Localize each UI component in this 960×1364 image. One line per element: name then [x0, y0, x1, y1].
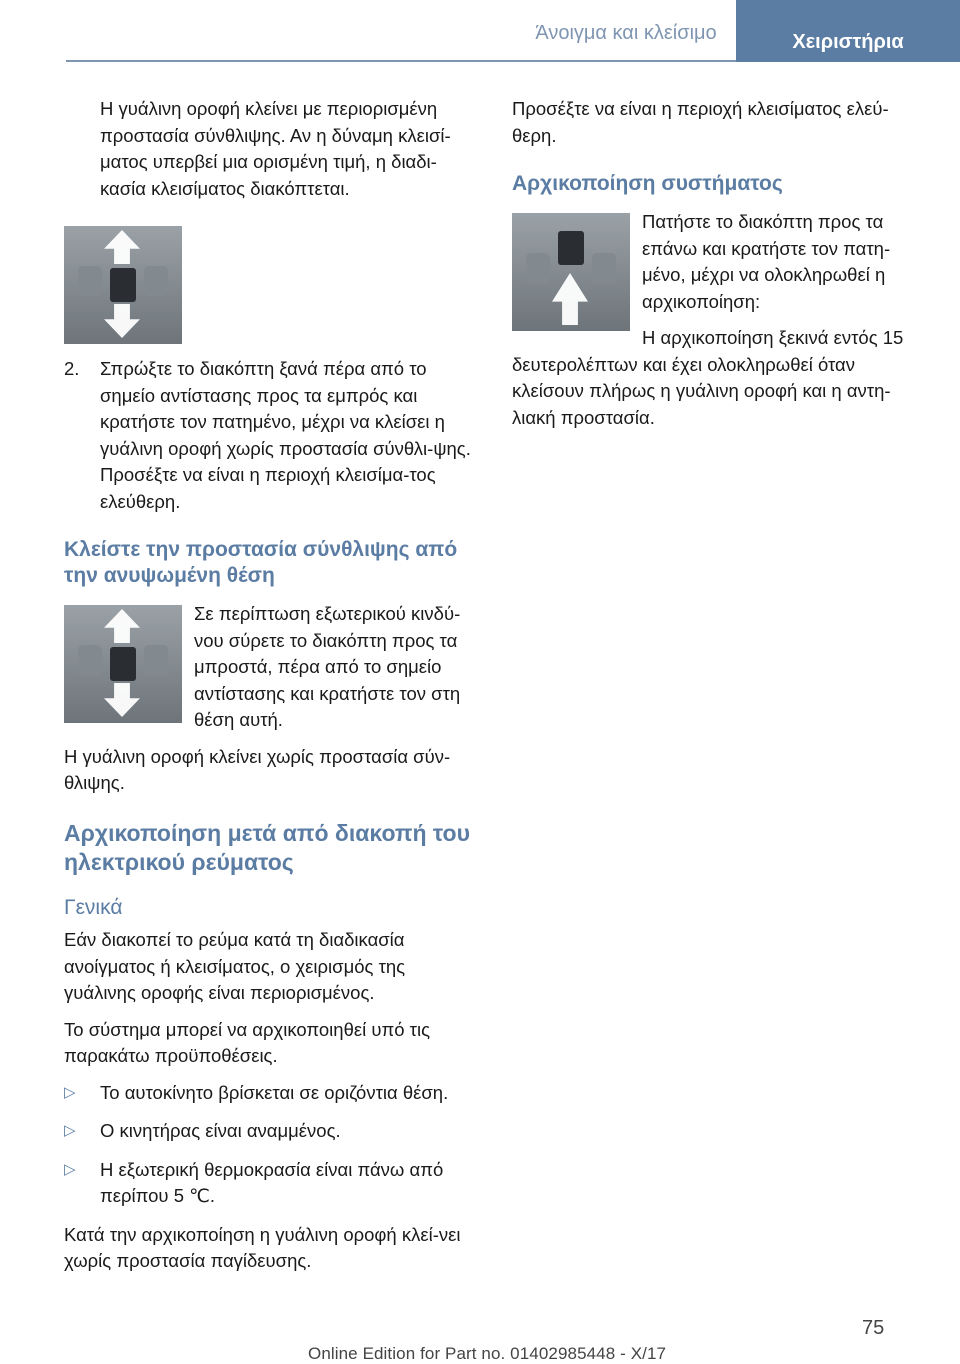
lamp-right	[144, 645, 168, 675]
general-heading: Γενικά	[64, 895, 123, 919]
close-result: Η γυάλινη οροφή κλείνει χωρίς προστασία σύν-θλιψης.	[64, 745, 451, 793]
switch-press-up-figure	[512, 213, 630, 331]
list-item	[64, 1118, 482, 1145]
left-column	[64, 96, 482, 1285]
list-item	[64, 1080, 482, 1107]
bullet-text: Η εξωτερική θερμοκρασία είναι πάνω από περίπου 5 ℃.	[100, 1158, 444, 1206]
triangle-right-icon: ▷	[64, 1083, 76, 1101]
step-number: 2.	[64, 358, 80, 379]
intro-paragraph: Η γυάλινη οροφή κλείνει με περιορισμένη προστασία σύνθλιψης. Αν η δύναμη κλεισί-ματος υπερβεί μια ορισμένη τιμή, η διαδι-κασία κλεισίματος διακόπτεται.	[100, 98, 451, 199]
edition-footer: Online Edition for Part no. 01402985448 - X/17	[308, 1344, 667, 1363]
bullet-text: Ο κινητήρας είναι αναμμένος.	[100, 1120, 341, 1141]
close-heading: Κλείστε την προστασία σύνθλιψης από την ανυψωμένη θέση	[64, 538, 458, 587]
roof-switch	[558, 231, 584, 265]
right-paragraph-1: Πατήστε το διακόπτη προς τα επάνω και κρατήστε τον πατη-μένο, μέχρι να ολοκληρωθεί η αρχικοποίηση:	[642, 211, 891, 312]
step-2	[64, 356, 482, 515]
triangle-right-icon: ▷	[64, 1122, 76, 1139]
lamp-left	[78, 645, 102, 675]
chapter-tab: Χειριστήρια	[736, 0, 960, 62]
system-init-heading: Αρχικοποίηση συστήματος	[512, 172, 783, 195]
right-top-paragraph: Προσέξτε να είναι η περιοχή κλεισίματος ελεύ-θερη.	[512, 98, 889, 146]
lamp-right	[592, 253, 616, 283]
arrow-up-icon	[104, 609, 140, 643]
list-item	[64, 1157, 482, 1210]
switch-up-down-figure	[64, 226, 182, 344]
init-heading: Αρχικοποίηση μετά από διακοπή του ηλεκτρικού ρεύματος	[64, 819, 470, 875]
roof-switch	[110, 647, 136, 681]
roof-switch	[110, 268, 136, 302]
step-text: Σπρώξτε το διακόπτη ξανά πέρα από το σημείο αντίστασης προς τα εμπρός και κρατήστε τον πατημένο, μέχρι να κλείσει η γυάλινη οροφή χωρίς προστασία σύνθλι-ψης. Προσέξτε να είναι η περιοχή κλεισίμα-τος ελεύθερη.	[100, 358, 471, 512]
switch-forward-figure	[64, 605, 182, 723]
page-header	[0, 0, 960, 62]
arrow-up-icon	[552, 273, 588, 325]
general-paragraph-2: Το σύστημα μπορεί να αρχικοποιηθεί υπό τις παρακάτω προϋποθέσεις.	[64, 1018, 431, 1066]
bullet-text: Το αυτοκίνητο βρίσκεται σε οριζόντια θέση.	[100, 1081, 449, 1103]
general-paragraph-1: Εάν διακοπεί το ρεύμα κατά τη διαδικασία ανοίγματος ή κλεισίματος, ο χειρισμός της γυάλινης οροφής είναι περιορισμένος.	[64, 929, 406, 1003]
lamp-left	[526, 253, 550, 283]
header-divider	[66, 60, 736, 62]
closing-paragraph: Κατά την αρχικοποίηση η γυάλινη οροφή κλεί-νει χωρίς προστασία παγίδευσης.	[64, 1223, 461, 1271]
arrow-up-icon	[104, 230, 140, 264]
right-paragraph-2: Η αρχικοποίηση ξεκινά εντός 15 δευτερολέπτων και έχει ολοκληρωθεί όταν κλείσουν πλήρως η γυάλινη οροφή και η αντη-λιακή προστασία.	[512, 327, 904, 428]
triangle-right-icon: ▷	[64, 1160, 76, 1178]
arrow-down-icon	[104, 683, 140, 717]
lamp-right	[144, 266, 168, 296]
arrow-down-icon	[104, 304, 140, 338]
lamp-left	[78, 266, 102, 296]
right-column	[512, 96, 930, 441]
section-title: Άνοιγμα και κλείσιμο	[535, 22, 717, 44]
page-number: 75	[862, 1317, 885, 1339]
close-text: Σε περίπτωση εξωτερικού κινδύ-νου σύρετε το διακόπτη προς τα μπροστά, πέρα από το σημείο αντίστασης και κρατήστε τον στη θέση αυτή.	[194, 603, 461, 730]
